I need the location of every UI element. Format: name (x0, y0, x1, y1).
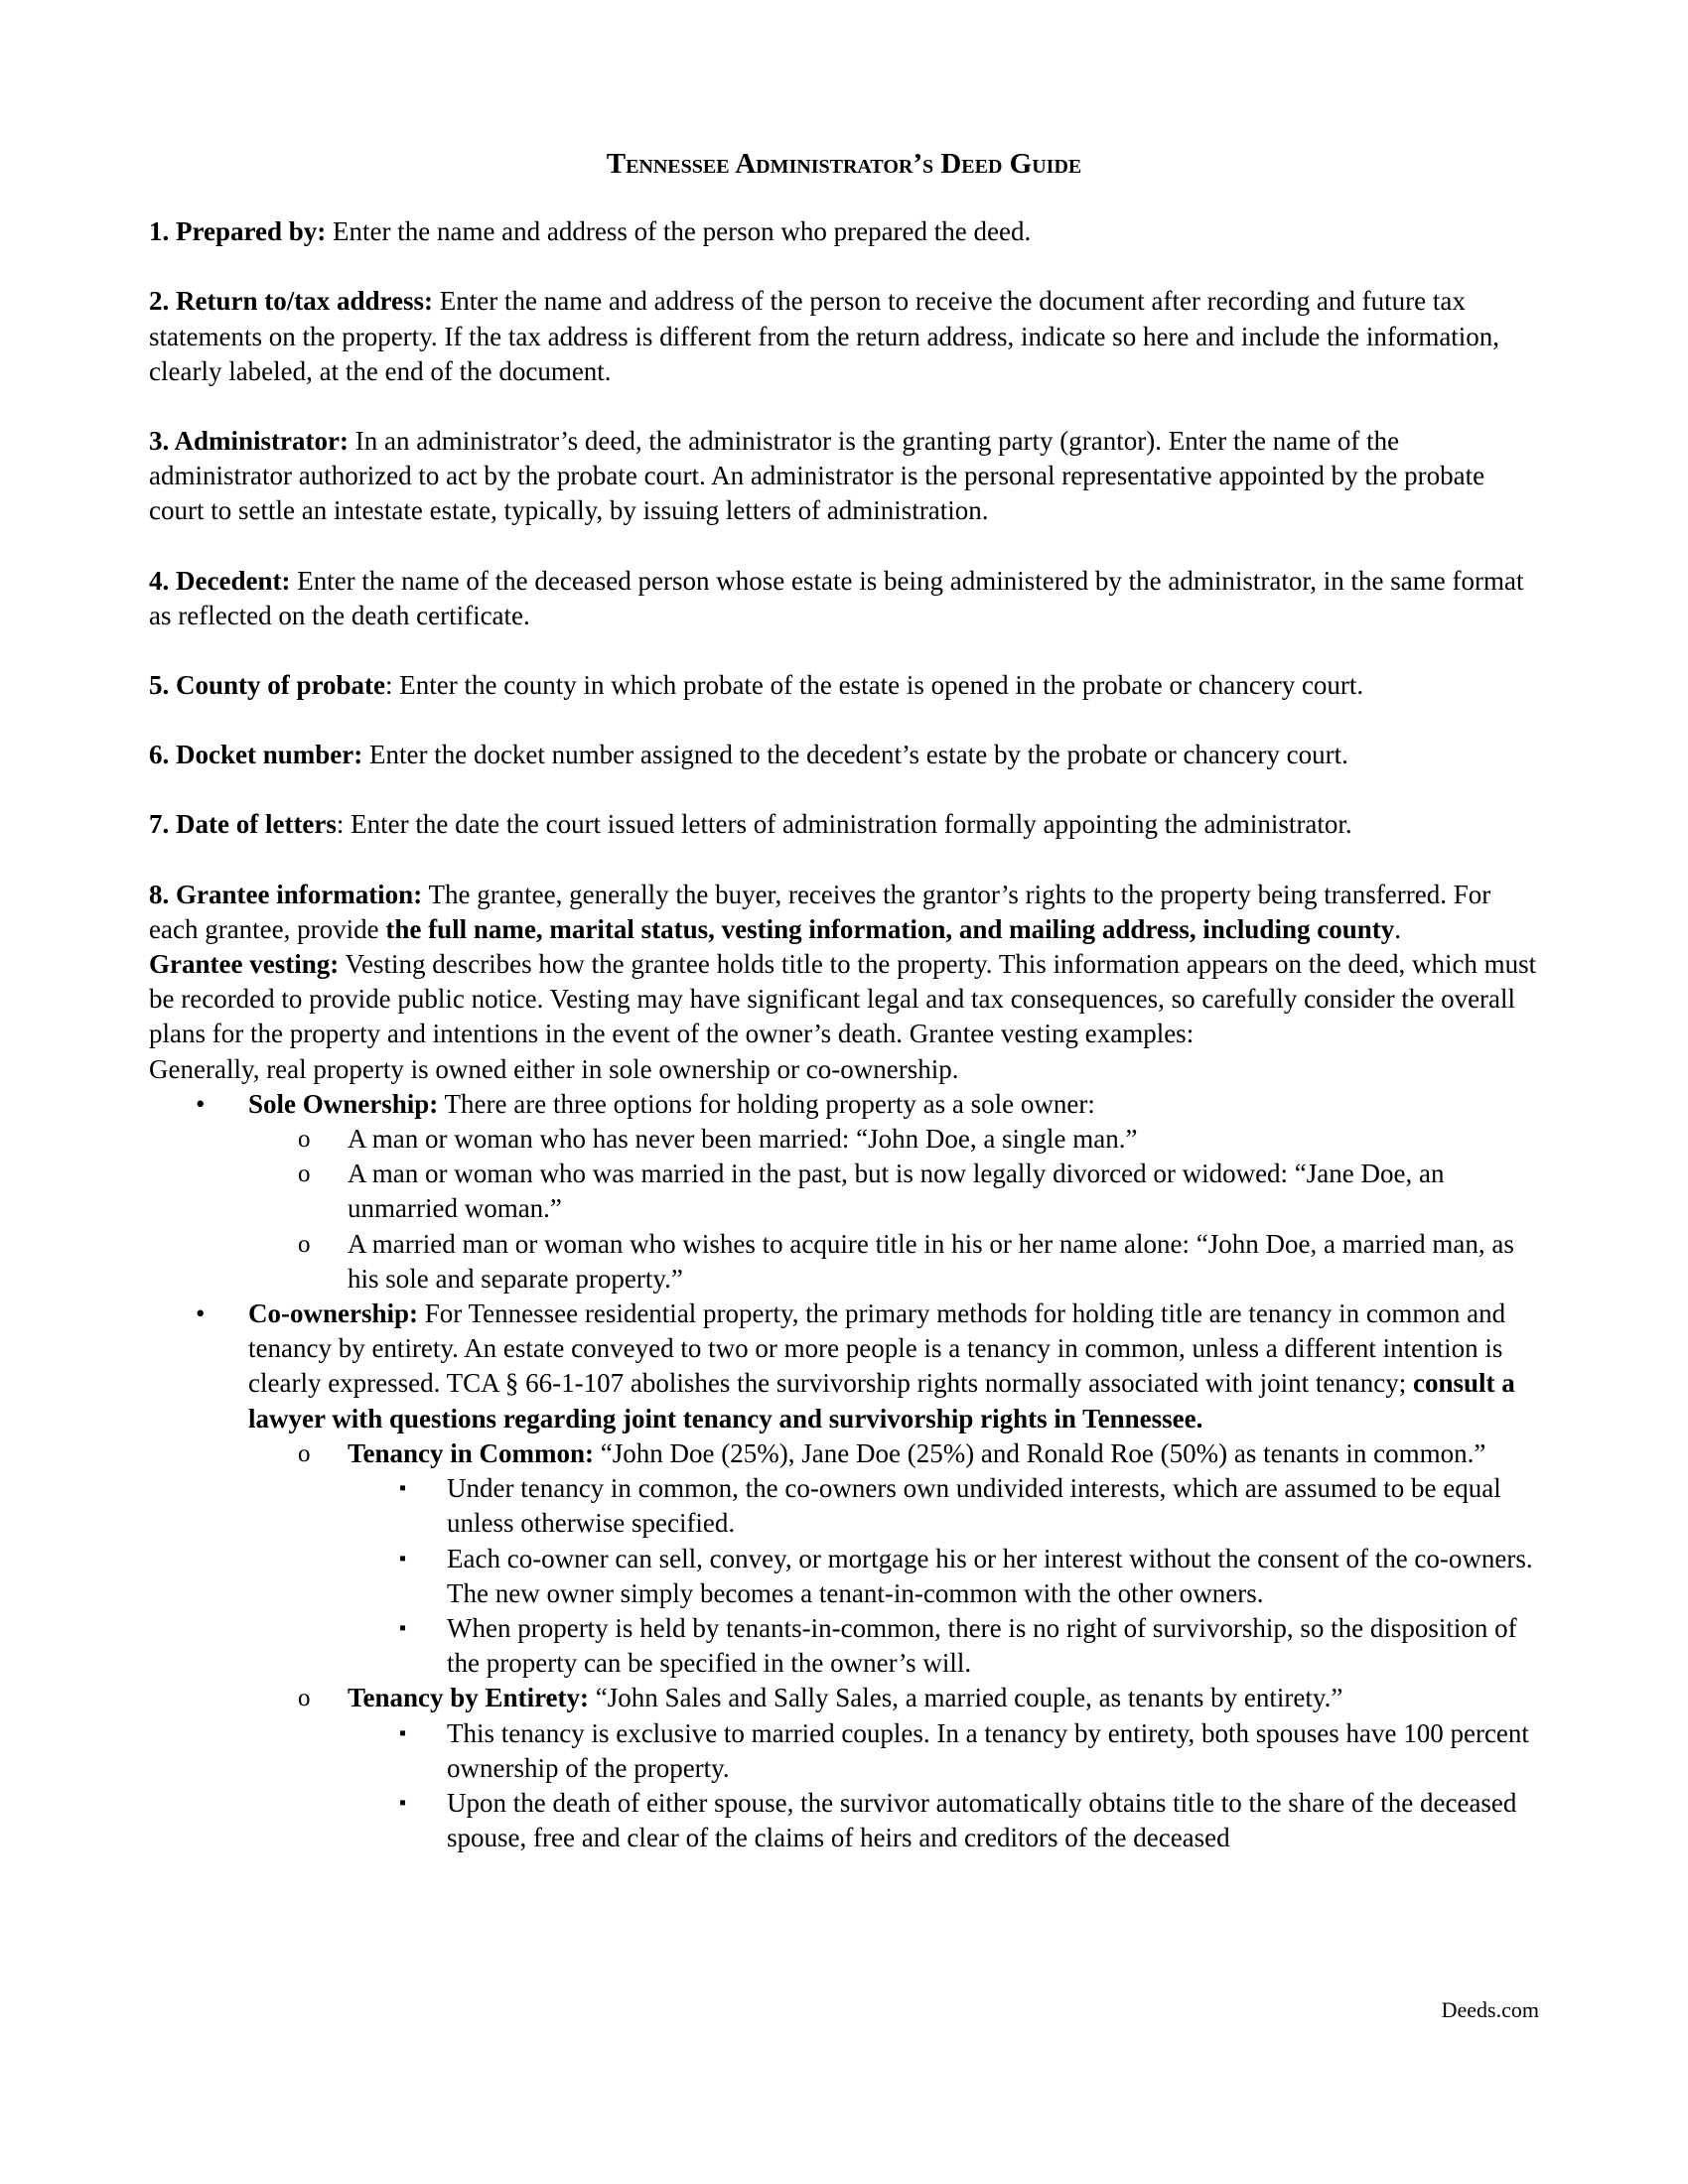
item-text: This tenancy is exclusive to married couples. In a tenancy by entirety, both spouses have 100 percent ownership of the property. (447, 1717, 1529, 1783)
page-title: Tennessee Administrator’s Deed Guide (606, 148, 1082, 180)
circle-marker: o (298, 1230, 311, 1258)
section-text: In an administrator’s deed, the administrator is the granting party (grantor). Enter the name of the administrator authorized to act by the probate court. An administrator is the personal representative appointed by the probate court to settle an intestate estate, typically, by issuing letters of administration. (149, 426, 1485, 526)
item-text: A married man or woman who wishes to acquire title in his or her name alone: “John Doe, a married man, as his sole and separate property.” (348, 1228, 1514, 1294)
section-docket-number (149, 738, 1539, 772)
ownership-list (149, 1087, 1539, 1855)
section-text: : Enter the county in which probate of the estate is opened in the probate or chancery court. (385, 670, 1364, 701)
section-label: 1. Prepared by: (149, 216, 327, 247)
item-label: Tenancy by Entirety: (348, 1683, 590, 1713)
item-text: There are three options for holding property as a sole owner: (438, 1088, 1095, 1119)
section-text: Enter the name and address of the person who prepared the deed. (326, 216, 1032, 247)
section-prepared-by (149, 214, 1539, 249)
section-label: 6. Docket number: (149, 740, 363, 770)
item-text: For Tennessee residential property, the primary methods for holding title are tenancy in common and tenancy by entirety. An estate conveyed to two or more people is a tenancy in common, unless a different intention is clearly expressed. TCA § 66-1-107 abolishes the survivorship rights normally associated with joint tenancy; (248, 1298, 1506, 1399)
section-text: The grantee, generally the buyer, receives the grantor’s rights to the property being transferred. For each grantee, provide (149, 879, 1491, 944)
document-page (149, 147, 1539, 1855)
item-text: “John Doe (25%), Jane Doe (25%) and Ronald Roe (50%) as tenants in common.” (594, 1437, 1486, 1468)
co-ownership-types (248, 1436, 1539, 1855)
section-text: : Enter the date the court issued letters of administration formally appointing the administrator. (336, 809, 1352, 840)
item-label: Sole Ownership: (248, 1088, 439, 1119)
list-item (348, 1611, 1539, 1681)
square-marker: ▪ (399, 1477, 407, 1500)
sole-ownership-options (248, 1122, 1539, 1297)
circle-marker: o (298, 1439, 311, 1467)
item-text: “John Sales and Sally Sales, a married couple, as tenants by entirety.” (589, 1683, 1343, 1713)
item-bold-text: consult a lawyer with questions regarding joint tenancy and survivorship rights in Tennessee. (248, 1368, 1515, 1433)
section-label: 7. Date of letters (149, 809, 337, 840)
section-return-address (149, 284, 1539, 389)
list-item-tenancy-by-entirety (248, 1681, 1539, 1855)
list-item (348, 1542, 1539, 1611)
section-label: 3. Administrator: (149, 426, 349, 457)
section-label: Grantee vesting: (149, 949, 340, 980)
square-marker: ▪ (399, 1791, 407, 1814)
section-label: 8. Grantee information: (149, 879, 423, 909)
section-county-of-probate (149, 668, 1539, 703)
list-item (348, 1716, 1539, 1786)
list-item-co-ownership (149, 1297, 1539, 1855)
square-marker: ▪ (399, 1547, 407, 1570)
item-text: Upon the death of either spouse, the survivor automatically obtains title to the share of the deceased spouse, free and clear of the claims of heirs and creditors of the deceased (447, 1787, 1517, 1853)
list-item (248, 1227, 1539, 1297)
item-text: Under tenancy in common, the co-owners own undivided interests, which are assumed to be equal unless otherwise specified. (447, 1473, 1501, 1539)
section-text: Enter the name of the deceased person whose estate is being administered by the administrator, in the same format as reflected on the death certificate. (149, 565, 1524, 630)
circle-marker: o (298, 1126, 311, 1154)
section-administrator (149, 424, 1539, 529)
grantee-vesting (149, 947, 1539, 1052)
item-text: When property is held by tenants-in-common, there is no right of survivorship, so the disposition of the property can be specified in the owner’s will. (447, 1612, 1517, 1679)
item-text: Each co-owner can sell, convey, or mortgage his or her interest without the consent of the co-owners. The new owner simply becomes a tenant-in-common with the other owners. (447, 1543, 1533, 1608)
list-item (348, 1471, 1539, 1541)
list-item (248, 1157, 1539, 1226)
circle-marker: o (298, 1685, 311, 1712)
list-item-sole-ownership (149, 1087, 1539, 1297)
item-label: Co-ownership: (248, 1298, 419, 1329)
section-bold-text: the full name, marital status, vesting information, and mailing address, including county (385, 913, 1395, 944)
section-label: 4. Decedent: (149, 565, 291, 596)
tenancy-by-entirety-points (348, 1716, 1539, 1856)
section-text: Enter the docket number assigned to the decedent’s estate by the probate or chancery court. (362, 740, 1348, 770)
section-text: Enter the name and address of the person to receive the document after recording and future tax statements on the property. If the tax address is different from the return address, indicate so here and include the information, clearly labeled, at the end of the document. (149, 286, 1500, 386)
section-decedent (149, 564, 1539, 633)
bullet-marker: • (196, 1298, 206, 1329)
ownership-intro: Generally, real property is owned either in sole ownership or co-ownership. (149, 1053, 959, 1084)
section-label: 5. County of probate (149, 670, 386, 701)
circle-marker: o (298, 1160, 311, 1188)
list-item (348, 1786, 1539, 1855)
item-label: Tenancy in Common: (348, 1437, 595, 1468)
section-text: Vesting describes how the grantee holds title to the property. This information appears on the deed, which must be recorded to provide public notice. Vesting may have significant legal and tax consequences, so carefully consider the overall plans for the property and intentions in the event of the owner’s death. Grantee vesting examples: (149, 949, 1537, 1049)
section-date-of-letters (149, 807, 1539, 842)
item-text: A man or woman who has never been married: “John Doe, a single man.” (348, 1124, 1138, 1155)
bullet-marker: • (196, 1088, 206, 1119)
list-item-tenancy-in-common (248, 1436, 1539, 1681)
section-label: 2. Return to/tax address: (149, 286, 433, 317)
list-item (248, 1122, 1539, 1157)
tenancy-in-common-points (348, 1471, 1539, 1681)
square-marker: ▪ (399, 1616, 407, 1639)
section-grantee-information (149, 878, 1539, 947)
square-marker: ▪ (399, 1721, 407, 1744)
section-text-end: . (1394, 913, 1401, 944)
footer-brand: Deeds.com (1441, 1997, 1539, 2022)
item-text: A man or woman who was married in the past, but is now legally divorced or widowed: “Jane Doe, an unmarried woman.” (348, 1159, 1445, 1224)
